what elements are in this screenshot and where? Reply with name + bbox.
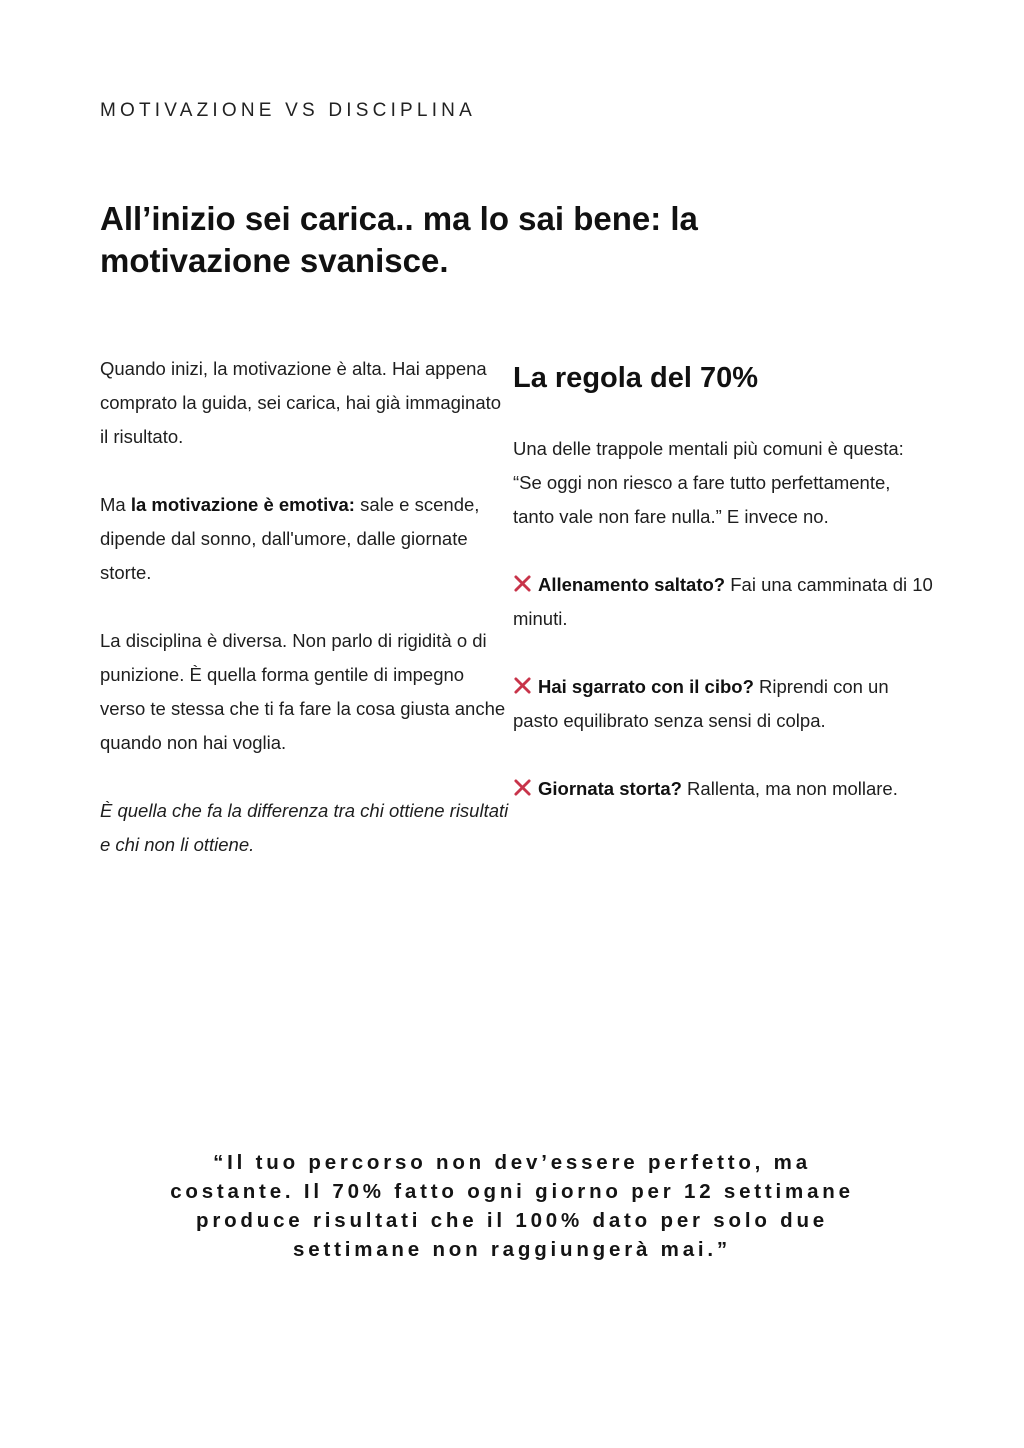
cross-mark-icon <box>513 676 532 695</box>
rule-item-question: Allenamento saltato? <box>538 574 726 595</box>
rule-item <box>513 772 933 806</box>
cross-mark-icon <box>513 574 532 593</box>
rule-item-question: Hai sgarrato con il cibo? <box>538 676 754 697</box>
discipline-paragraph: La disciplina è diversa. Non parlo di rigidità o di punizione. È quella forma gentile di impegno verso te stessa che ti fa fare la cosa giusta anche quando non hai voglia. <box>100 630 506 753</box>
rule-item-answer: Fai una camminata di 10 minuti. <box>513 574 933 629</box>
cross-mark-icon <box>513 778 532 797</box>
difference-paragraph: È quella che fa la differenza tra chi ottiene risultati e chi non li ottiene. <box>100 800 509 855</box>
motivation-rest: sale e scende, dipende dal sonno, dall'umore, dalle giornate storte. <box>100 494 480 583</box>
motivation-emphasis: la motivazione è emotiva: <box>130 494 355 515</box>
page-headline: All’inizio sei carica.. ma lo sai bene: la motivazione svanisce. <box>100 200 698 279</box>
intro-paragraph: Quando inizi, la motivazione è alta. Hai appena comprato la guida, sei carica, hai già immaginato il risultato. <box>100 358 502 447</box>
closing-quote: “Il tuo percorso non dev’essere perfetto, ma costante. Il 70% fatto ogni giorno per 12 settimane produce risultati che il 100% dato per solo due settimane non raggiungerà mai.” <box>170 1151 854 1261</box>
rule-item-answer: Rallenta, ma non mollare. <box>681 778 898 799</box>
rule-item-question: Giornata storta? <box>538 778 682 799</box>
right-column <box>513 352 933 806</box>
rule-item-answer: Riprendi con un pasto equilibrato senza sensi di colpa. <box>513 676 889 731</box>
section-eyebrow: MOTIVAZIONE VS DISCIPLINA <box>100 100 476 121</box>
motivation-paragraph <box>100 488 510 590</box>
rule-item <box>513 670 933 738</box>
rule-intro-paragraph: Una delle trappole mentali più comuni è questa: “Se oggi non riesco a fare tutto perfettamente, tanto vale non fare nulla.” E invece no. <box>513 438 904 527</box>
rule-title: La regola del 70% <box>513 362 758 394</box>
rule-item <box>513 568 933 636</box>
left-column <box>100 352 510 862</box>
motivation-prefix: Ma <box>100 494 131 515</box>
